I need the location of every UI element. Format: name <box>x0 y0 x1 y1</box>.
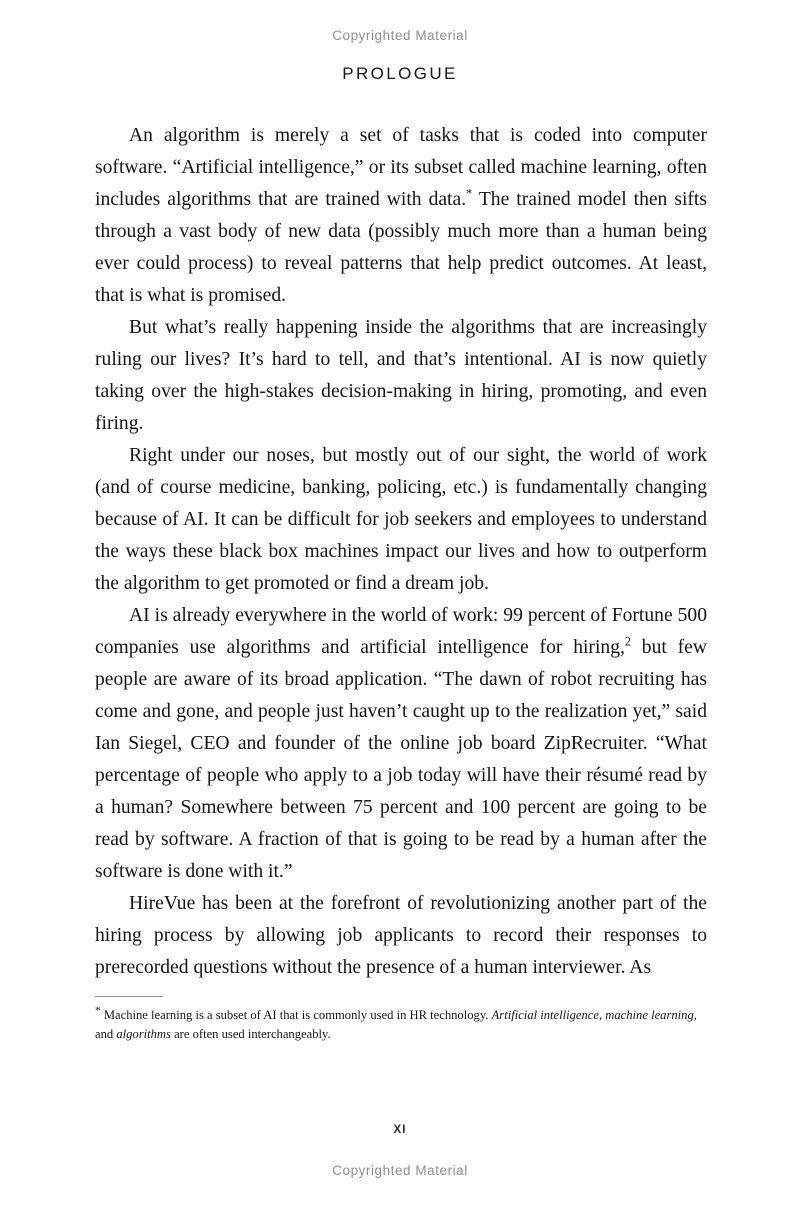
page-number: XI <box>393 1124 407 1136</box>
footnote-separator-rule <box>95 996 163 997</box>
paragraph <box>95 888 707 984</box>
footnote-segment-3: are often used interchangeably. <box>170 1027 331 1041</box>
paragraph-text-before-ref: HireVue has been at the forefront of revolutionizing another part of the hiring process by allowing job applicants to record their responses to prerecorded questions without the presence of a human interviewer. As <box>95 893 707 978</box>
footnote-segment-1: Machine learning is a subset of AI that is commonly used in HR technology. <box>100 1008 492 1022</box>
footnote-italic-term-1: Artificial intelligence, machine learning <box>491 1008 694 1022</box>
footnote-text <box>95 1006 707 1044</box>
paragraph-text-before-ref: AI is already everywhere in the world of work: 99 percent of Fortune 500 companies use algorithms and artificial intelligence for hiring, <box>95 605 707 658</box>
paragraph <box>95 440 707 600</box>
page-title: PROLOGUE <box>342 64 458 83</box>
paragraph <box>95 600 707 888</box>
body-text-block <box>95 120 707 984</box>
paragraph-text-after-ref: The trained model then sifts through a vast body of new data (possibly much more than a human being ever could process) to reveal patterns that help predict outcomes. At least, that is what is promised. <box>95 189 708 306</box>
endnote-reference-2[interactable]: 2 <box>624 634 631 649</box>
paragraph-text-before-ref: An algorithm is merely a set of tasks that is coded into computer software. “Artificial intelligence,” or its subset called machine learning, often includes algorithms that are trained with data. <box>95 125 707 210</box>
footnote-reference-asterisk[interactable]: * <box>466 186 473 201</box>
copyright-watermark-top: Copyrighted Material <box>332 28 468 43</box>
footnote-italic-term-2: algorithms <box>116 1027 171 1041</box>
copyright-watermark-bottom: Copyrighted Material <box>332 1163 468 1178</box>
paragraph-text-before-ref: But what’s really happening inside the algorithms that are increasingly ruling our lives? It’s hard to tell, and that’s intentional. AI is now quietly taking over the high-stakes decision-making in hiring, promoting, and even firing. <box>95 317 707 434</box>
footnote-segment-2: , and <box>95 1008 697 1041</box>
footnote-block <box>95 996 707 1044</box>
footnote-marker-asterisk: * <box>95 1004 101 1017</box>
paragraph-text-before-ref: Right under our noses, but mostly out of our sight, the world of work (and of course medicine, banking, policing, etc.) is fundamentally changing because of AI. It can be difficult for job seekers and employees to understand the ways these black box machines impact our lives and how to outperform the algorithm to get promoted or find a dream job. <box>95 445 707 594</box>
paragraph <box>95 312 707 440</box>
paragraph <box>95 120 707 312</box>
paragraph-text-after-ref: but few people are aware of its broad application. “The dawn of robot recruiting has come and gone, and people just haven’t caught up to the realization yet,” said Ian Siegel, CEO and founder of the online job board ZipRecruiter. “What percentage of people who apply to a job today will have their résumé read by a human? Somewhere between 75 percent and 100 percent are going to be read by software. A fraction of that is going to be read by a human after the software is done with it.” <box>95 637 707 882</box>
